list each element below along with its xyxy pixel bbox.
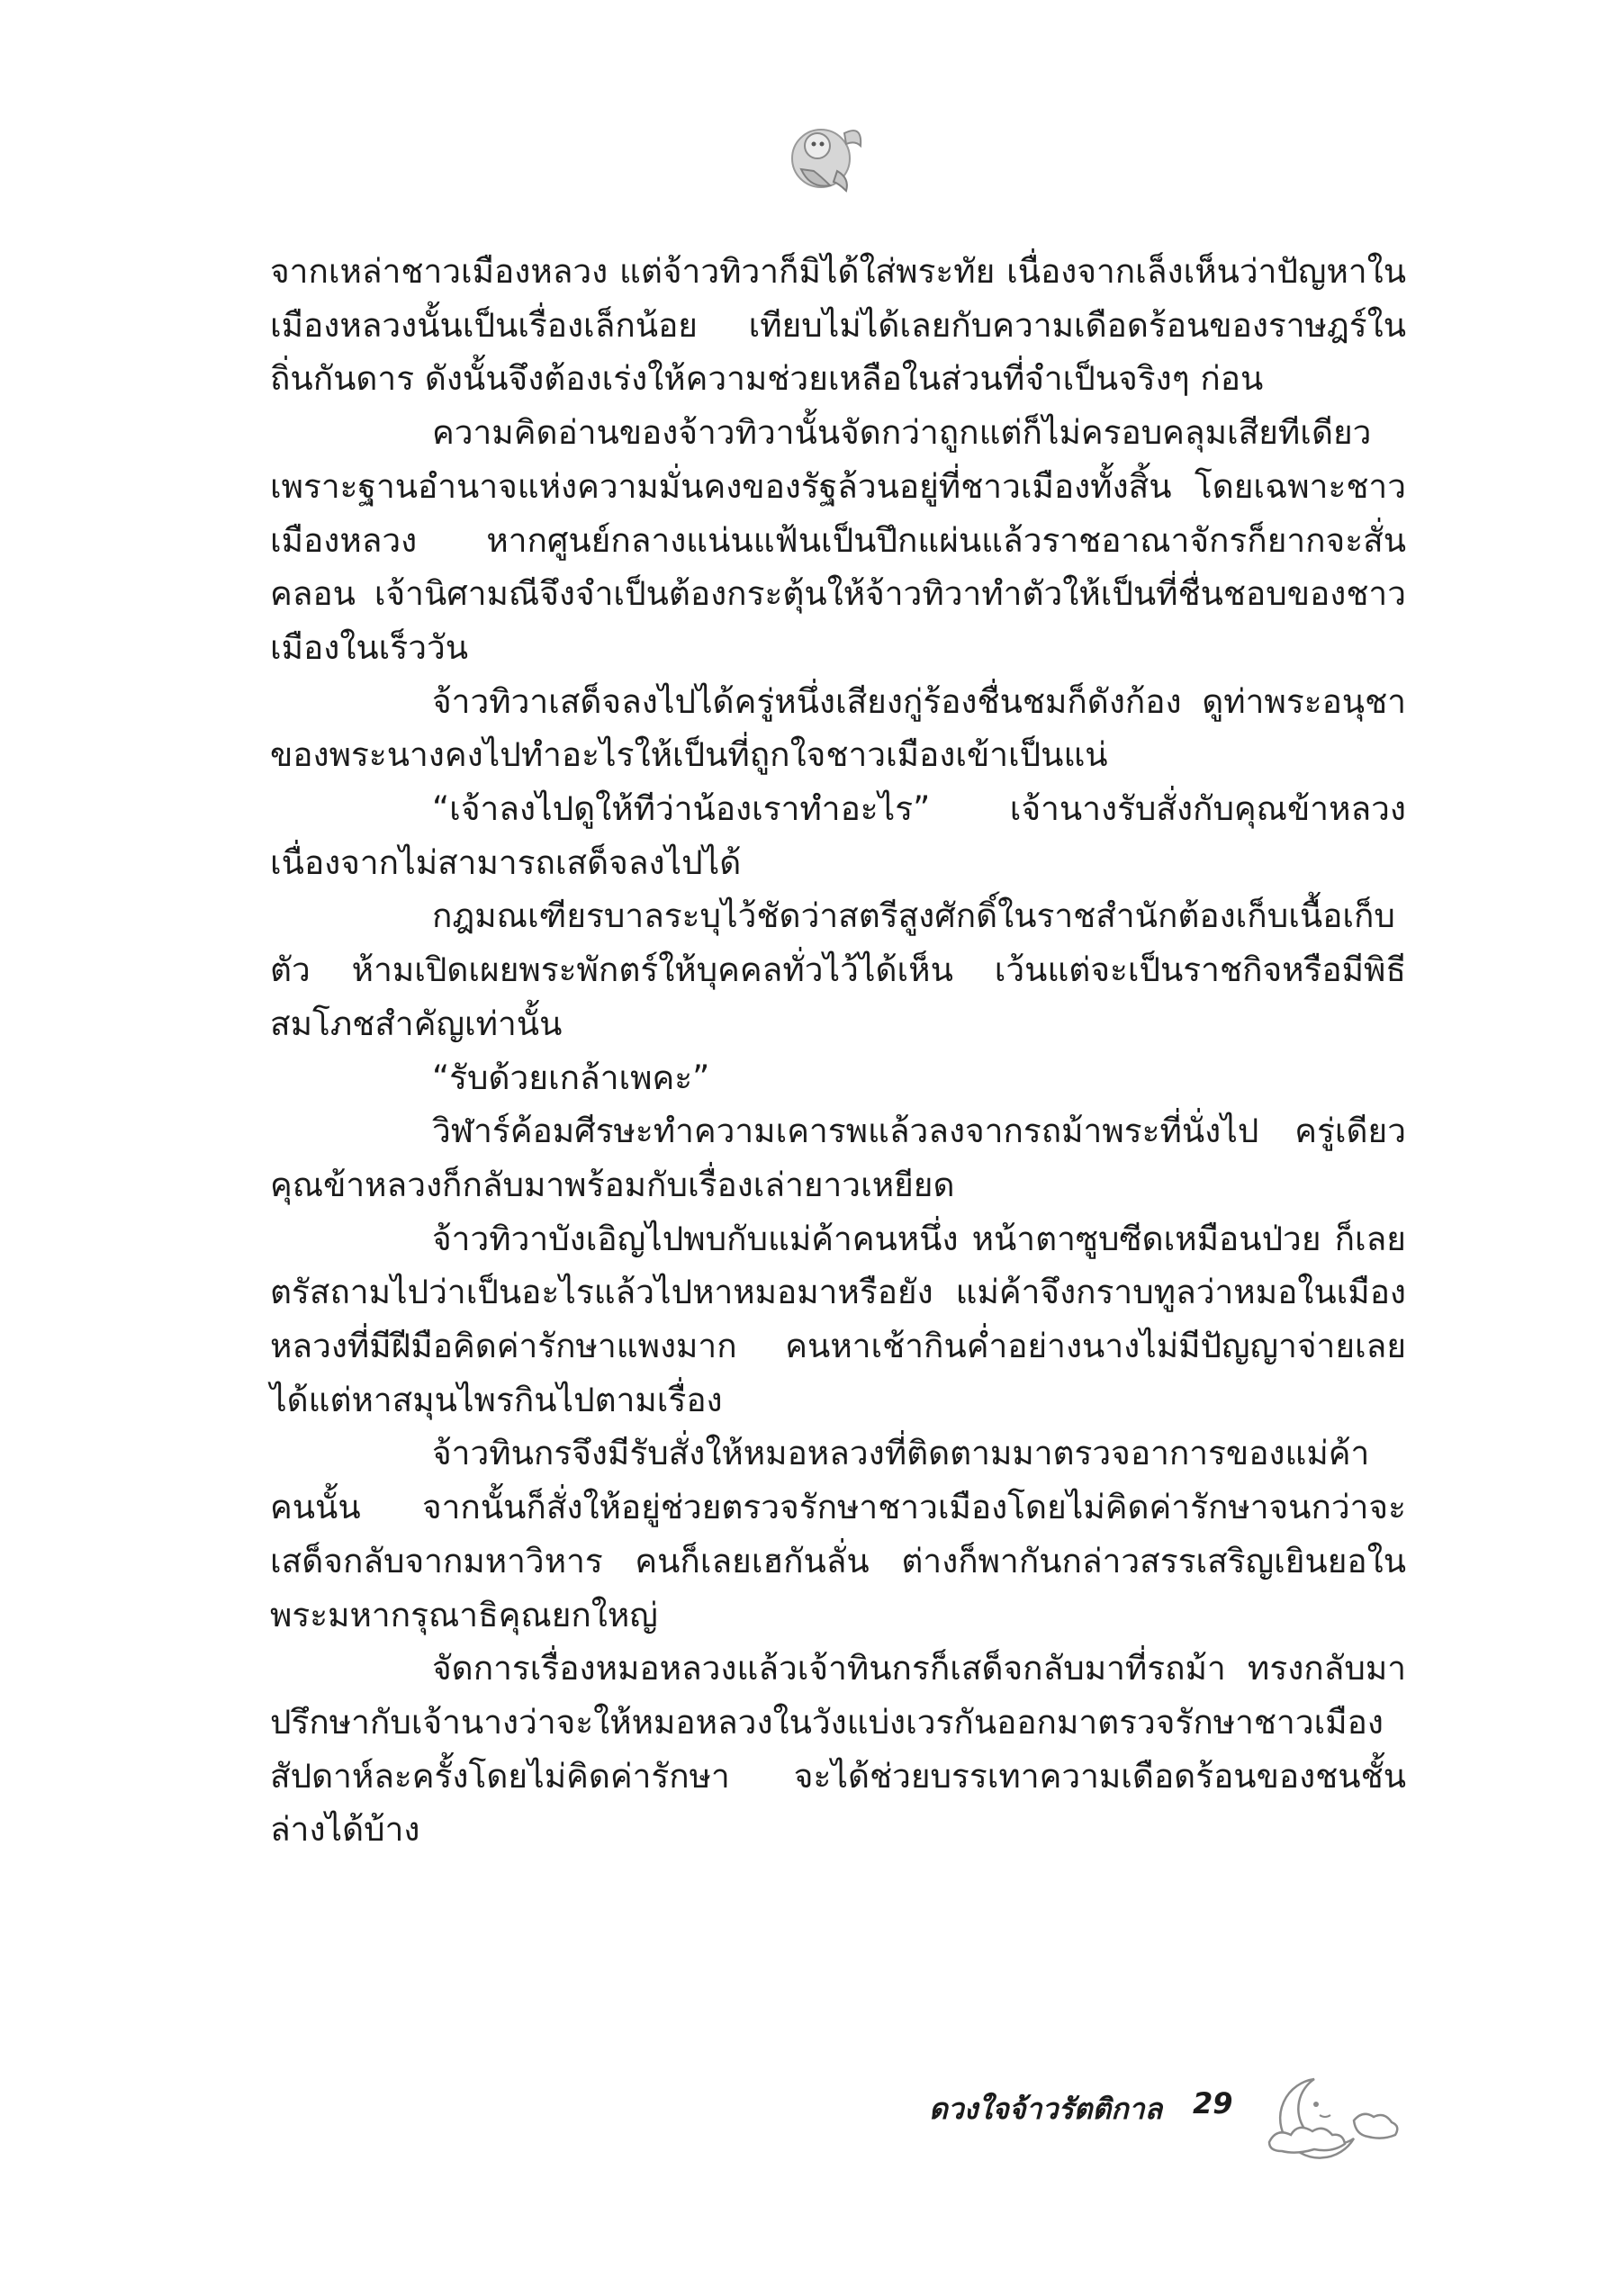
paragraph: “รับด้วยเกล้าเพคะ” bbox=[432, 1058, 710, 1097]
paragraph: ความคิดอ่านของจ้าวทิวานั้นจัดกว่าถูกแต่ก็ไม่ครอบคลุมเสียทีเดียว เพราะฐานอำนาจแห่งความมั่นคงของรัฐล้วนอยู่ที่ชาวเมืองทั้งสิ้น โดยเฉพาะชาวเมืองหลวง หากศูนย์กลางแน่นแฟ้นเป็นปึกแผ่นแล้วราชอาณาจักรก็ยากจะสั่นคลอน เจ้านิศามณีจึงจำเป็นต้องกระตุ้นให้จ้าวทิวาทำตัวให้เป็นที่ชื่นชอบของชาวเมืองในเร็ววัน bbox=[270, 413, 1406, 667]
cupid-ornament-icon bbox=[774, 106, 873, 205]
paragraph: กฎมณเฑียรบาลระบุไว้ชัดว่าสตรีสูงศักดิ์ในราชสำนักต้องเก็บเนื้อเก็บตัว ห้ามเปิดเผยพระพักตร์ให้บุคคลทั่วไว้ได้เห็น เว้นแต่จะเป็นราชกิจหรือมีพิธีสมโภชสำคัญเท่านั้น bbox=[270, 896, 1406, 1043]
page-number: 29 bbox=[1193, 2086, 1233, 2120]
paragraph: จ้าวทินกรจึงมีรับสั่งให้หมอหลวงที่ติดตามมาตรวจอาการของแม่ค้าคนนั้น จากนั้นก็สั่งให้อยู่ช่วยตรวจรักษาชาวเมืองโดยไม่คิดค่ารักษาจนกว่าจะเสด็จกลับจากมหาวิหาร คนก็เลยเฮกันลั่น ต่างก็พากันกล่าวสรรเสริญเยินยอในพระมหากรุณาธิคุณยกใหญ่ bbox=[270, 1434, 1406, 1634]
paragraph: วิฬาร์ค้อมศีรษะทำความเคารพแล้วลงจากรถม้าพระที่นั่งไป ครู่เดียวคุณข้าหลวงก็กลับมาพร้อมกับเรื่องเล่ายาวเหยียด bbox=[270, 1112, 1406, 1204]
paragraph: จากเหล่าชาวเมืองหลวง แต่จ้าวทิวาก็มิได้ใส่พระทัย เนื่องจากเล็งเห็นว่าปัญหาในเมืองหลวงนั้นเป็นเรื่องเล็กน้อย เทียบไม่ได้เลยกับความเดือดร้อนของราษฎร์ในถิ่นกันดาร ดังนั้นจึงต้องเร่งให้ความช่วยเหลือในส่วนที่จำเป็นจริงๆ ก่อน bbox=[270, 252, 1406, 399]
body-text bbox=[270, 245, 1406, 1857]
book-title: ดวงใจจ้าวรัตติกาล bbox=[929, 2092, 1163, 2126]
moon-cloud-ornament-icon bbox=[1260, 2068, 1404, 2167]
paragraph: จัดการเรื่องหมอหลวงแล้วเจ้าทินกรก็เสด็จกลับมาที่รถม้า ทรงกลับมาปรึกษากับเจ้านางว่าจะให้หมอหลวงในวังแบ่งเวรกันออกมาตรวจรักษาชาวเมืองสัปดาห์ละครั้งโดยไม่คิดค่ารักษา จะได้ช่วยบรรเทาความเดือดร้อนของชนชั้นล่างได้บ้าง bbox=[270, 1649, 1406, 1850]
paragraph: “เจ้าลงไปดูให้ทีว่าน้องเราทำอะไร” เจ้านางรับสั่งกับคุณข้าหลวงเนื่องจากไม่สามารถเสด็จลงไปได้ bbox=[270, 789, 1406, 882]
page-footer bbox=[900, 2068, 1404, 2167]
paragraph: จ้าวทิวาเสด็จลงไปได้ครู่หนึ่งเสียงกู่ร้องชื่นชมก็ดังก้อง ดูท่าพระอนุชาของพระนางคงไปทำอะไรให้เป็นที่ถูกใจชาวเมืองเข้าเป็นแน่ bbox=[270, 681, 1406, 775]
paragraph: จ้าวทิวาบังเอิญไปพบกับแม่ค้าคนหนึ่ง หน้าตาซูบซีดเหมือนป่วย ก็เลยตรัสถามไปว่าเป็นอะไรแล้วไปหาหมอมาหรือยัง แม่ค้าจึงกราบทูลว่าหมอในเมืองหลวงที่มีฝีมือคิดค่ารักษาแพงมาก คนหาเช้ากินค่ำอย่างนางไม่มีปัญญาจ่ายเลยได้แต่หาสมุนไพรกินไปตามเรื่อง bbox=[270, 1219, 1406, 1419]
